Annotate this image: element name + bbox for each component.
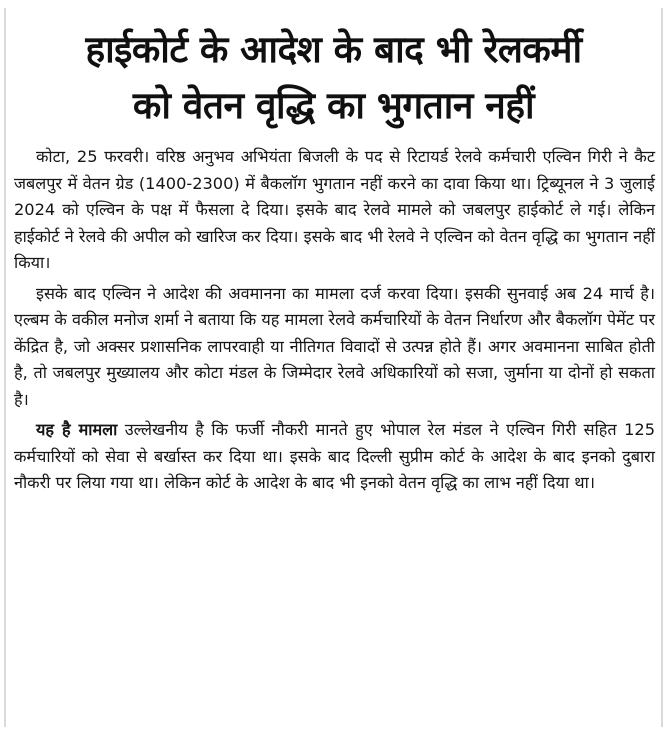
paragraph-2-text: इसके बाद एल्विन ने आदेश की अवमानना का मामला दर्ज करवा दिया। इसकी सुनवाई अब 24 मार्च है। एल्बम के वकील मनोज शर्मा ने बताया कि यह मामला रेलवे कर्मचारियों के वेतन निर्धारण और बैकलॉग पेमेंट पर केंद्रित है, जो अक्सर प्रशासनिक लापरवाही या नीतिगत विवादों से उत्पन्न होते हैं। अगर अवमानना साबित होती है, तो जबलपुर मुख्यालय और कोटा मंडल के जिम्मेदार रेलवे अधिकारियों को सजा, जुर्माना या दोनों हो सकता है। [14,283,655,409]
cropped-previous-text [0,0,667,6]
paragraph-2 [14,281,655,414]
paragraph-1-text: कोटा, 25 फरवरी। वरिष्ठ अनुभव अभियंता बिजली के पद से रिटायर्ड रेलवे कर्मचारी एल्विन गिरी ने कैट जबलपुर में वेतन ग्रेड (1400-2300) में बैकलॉग भुगतान नहीं करने का दावा किया था। ट्रिब्यूनल ने 3 जुलाई 2024 को एल्विन के पक्ष में फैसला दे दिया। इसके बाद रेलवे मामले को जबलपुर हाईकोर्ट ले गई। लेकिन हाईकोर्ट ने रेलवे की अपील को खारिज कर दिया। इसके बाद भी रेलवे ने एल्विन को वेतन वृद्धि का भुगतान नहीं किया। [14,147,655,272]
paragraph-3-text: उल्लेखनीय है कि फर्जी नौकरी मानते हुए भोपाल रेल मंडल ने एल्विन गिरी सहित 125 कर्मचारियों को सेवा से बर्खास्त कर दिया था। इसके बाद दिल्ली सुप्रीम कोर्ट के आदेश के बाद इनको दुबारा नौकरी पर लिया गया था। लेकिन कोर्ट के आदेश के बाद भी इनको वेतन वृद्धि का लाभ नहीं दिया था। [14,420,655,492]
paragraph-1 [14,144,655,277]
paragraph-3-lead-in: यह है मामला [36,420,118,439]
article-body [6,144,661,497]
headline-line-1: हाईकोर्ट के आदेश के बाद भी रेलकर्मी [85,28,582,71]
article-headline [6,8,661,134]
paragraph-3 [14,417,655,497]
headline-line-2: को वेतन वृद्धि का भुगतान नहीं [132,84,535,127]
news-article [4,8,663,727]
